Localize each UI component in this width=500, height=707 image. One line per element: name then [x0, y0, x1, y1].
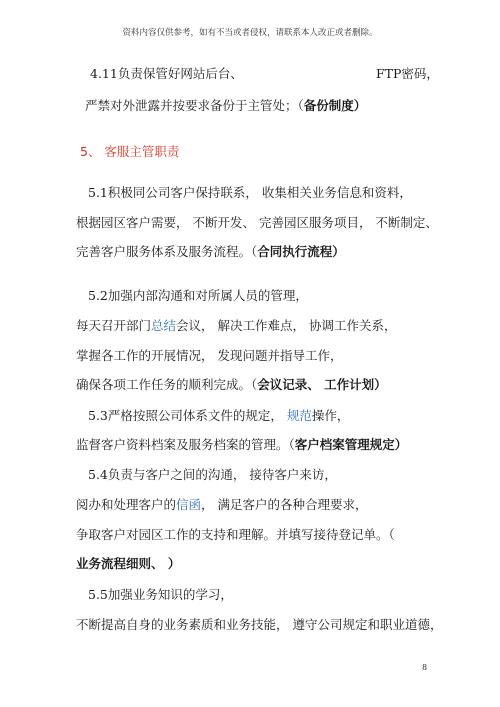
- paragraph-line: [88, 185, 412, 201]
- text-run: 争取客户对园区工作的支持和理解。并填写接待登记单。（: [76, 527, 395, 542]
- section-heading: 5、 客服主管职责: [80, 144, 180, 159]
- emphasis-text: 备份制度）: [303, 98, 367, 113]
- text-run: 5.5加强业务知识的学习，: [88, 587, 233, 602]
- link-term: 规范: [286, 408, 312, 423]
- paragraph-line: [76, 437, 407, 453]
- link-term: 总结: [151, 318, 177, 333]
- paragraph-line: [88, 288, 308, 304]
- text-run: 4.11负责保管好网站后台、: [90, 66, 243, 81]
- text-run: 根据园区客户需要， 不断开发、 完善园区服务项目， 不断制定、: [76, 215, 438, 230]
- paragraph-line: [76, 497, 368, 513]
- text-run: ， 满足客户的各种合理要求，: [201, 497, 368, 512]
- link-term: 信函: [176, 497, 202, 512]
- text-run: 完善客户服务体系及服务流程。（: [76, 244, 258, 259]
- text-run: 操作，: [311, 408, 350, 423]
- page-number: 8: [422, 663, 428, 672]
- paragraph-line: [76, 348, 342, 364]
- emphasis-text: 会议记录、 工作计划）: [257, 377, 387, 392]
- text-run: 5.2加强内部沟通和对所属人员的管理，: [88, 288, 308, 303]
- paragraph-line: [76, 215, 438, 231]
- emphasis-text: 客户档案管理规定）: [294, 437, 408, 452]
- paragraph-line: [76, 244, 345, 260]
- paragraph-line: [90, 66, 243, 82]
- paragraph-line: [76, 617, 442, 633]
- text-run: FTP密码，: [376, 66, 439, 81]
- emphasis-text: 合同执行流程）: [257, 244, 345, 259]
- paragraph-line: [88, 467, 337, 483]
- paragraph-line: [85, 98, 366, 114]
- text-run: 5.3严格按照公司体系文件的规定，: [88, 408, 287, 423]
- text-run: 会议， 解决工作难点， 协调工作关系，: [176, 318, 397, 333]
- paragraph-line: [76, 527, 395, 543]
- text-run: 确保各项工作任务的顺利完成。（: [76, 377, 258, 392]
- paragraph-line: [376, 66, 439, 82]
- text-run: 阅办和处理客户的: [76, 497, 177, 512]
- page-header-disclaimer: 资料内容仅供参考，如有不当或者侵权，请联系本人改正或者删除。: [122, 28, 378, 38]
- text-run: 每天召开部门: [76, 318, 152, 333]
- text-run: 监督客户资料档案及服务档案的管理。（: [76, 437, 295, 452]
- paragraph-line: [76, 318, 396, 334]
- emphasis-line: 业务流程细则、 ）: [76, 556, 181, 571]
- text-run: 5.4负责与客户之间的沟通， 接待客户来访，: [88, 467, 337, 482]
- paragraph-line: [88, 408, 349, 424]
- text-run: 5.1积极同公司客户保持联系， 收集相关业务信息和资料，: [88, 185, 412, 200]
- paragraph-line: [88, 587, 233, 603]
- text-run: 严禁对外泄露并按要求备份于主管处；（: [85, 98, 304, 113]
- text-run: 不断提高自身的业务素质和业务技能， 遵守公司规定和职业道德，: [76, 617, 443, 632]
- text-run: 掌握各工作的开展情况， 发现问题并指导工作，: [76, 348, 343, 363]
- paragraph-line: [76, 377, 387, 393]
